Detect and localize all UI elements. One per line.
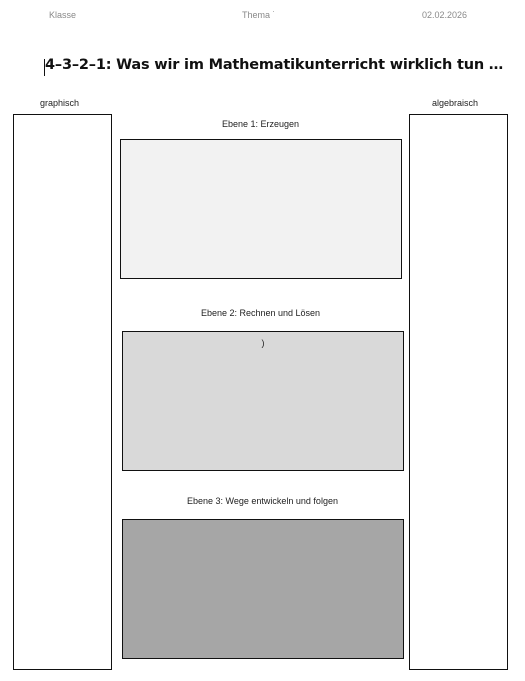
level-2-label: Ebene 2: Rechnen und Lösen <box>200 308 321 318</box>
level-3-box[interactable] <box>122 519 404 659</box>
level-1-label: Ebene 1: Erzeugen <box>221 119 300 129</box>
algebraisch-column-box[interactable] <box>409 114 508 670</box>
level-2-note: ) <box>261 338 265 348</box>
column-label-graphisch: graphisch <box>40 98 80 108</box>
header-thema: Thema ˙ <box>242 10 276 20</box>
level-1-box[interactable] <box>120 139 402 279</box>
level-3-label: Ebene 3: Wege entwickeln und folgen <box>187 496 338 506</box>
header-date: 02.02.2026 <box>422 10 468 20</box>
header-klasse: Klasse <box>49 10 77 20</box>
level-2-box[interactable] <box>122 331 404 471</box>
graphisch-column-box[interactable] <box>13 114 112 670</box>
column-label-algebraisch: algebraisch <box>432 98 479 108</box>
page-title[interactable]: 4–3–2–1: Was wir im Mathematikunterricht wirklich tun … <box>45 57 504 73</box>
